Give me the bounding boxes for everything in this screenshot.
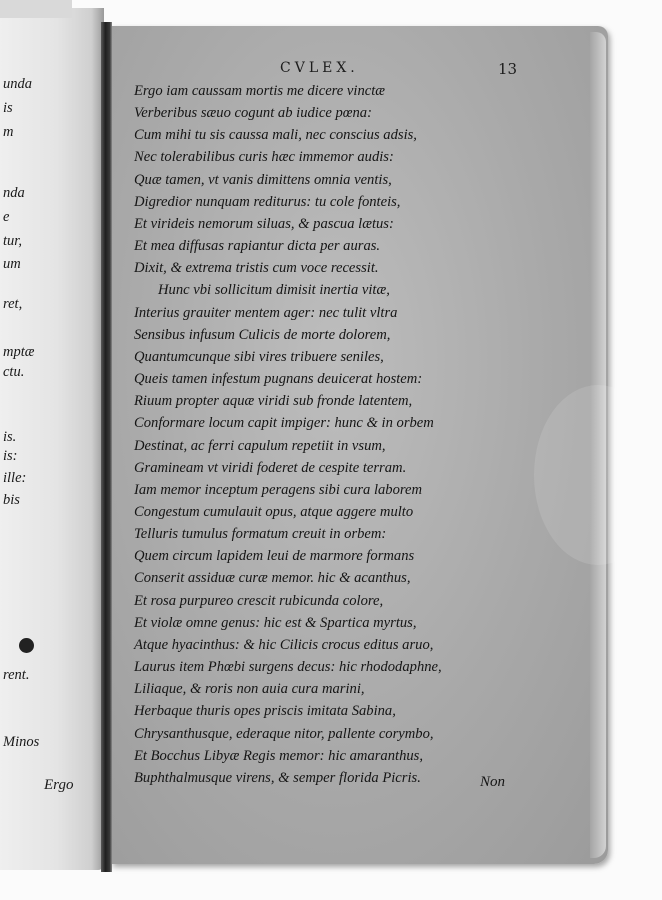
verse-line: Dixit, & extrema tristis cum voce recessit. [134, 260, 379, 277]
verse-line: Cum mihi tu sis caussa mali, nec conscius adsis, [134, 127, 417, 144]
left-fragment: is: [3, 448, 18, 464]
verse-line: Quæ tamen, vt vanis dimittens omnia ventis, [134, 171, 392, 188]
verse-line: Buphthalmusque virens, & semper florida Picris. [134, 769, 421, 786]
verse-line: Conformare locum capit impiger: hunc & in orbem [134, 415, 434, 432]
verse-line: Et violæ omne genus: hic est & Spartica myrtus, [134, 614, 417, 631]
verse-line: Et virideis nemorum siluas, & pascua lætus: [134, 215, 394, 232]
verse-line: Queis tamen infestum pugnans deuicerat hostem: [134, 371, 423, 388]
verse-line: Verberibus sæuo cogunt ab iudice pœna: [134, 105, 372, 122]
right-catchword: Non [480, 774, 506, 790]
left-page-text [0, 0, 104, 900]
verse-line: Quantumcunque sibi vires tribuere seniles, [134, 348, 384, 365]
left-fragment: nda [3, 185, 25, 201]
left-fragment: tur, [3, 233, 22, 249]
verse-line: Laurus item Phœbi surgens decus: hic rhododaphne, [134, 659, 442, 676]
verse-line: Nec tolerabilibus curis hæc immemor audis: [134, 149, 394, 166]
verse-text [134, 80, 594, 789]
verse-line: Herbaque thuris opes priscis imitata Sabina, [134, 703, 396, 720]
verse-line: Sensibus infusum Culicis de morte dolorem, [134, 326, 391, 343]
left-fragment: bis [3, 492, 20, 508]
verse-line: Atque hyacinthus: & hic Cilicis crocus editus aruo, [134, 636, 434, 653]
verse-line: Hunc vbi sollicitum dimisit inertia vitæ, [158, 282, 390, 299]
verse-line: Et mea diffusas rapiantur dicta per auras. [134, 238, 381, 255]
left-fragment: mptæ [3, 344, 35, 360]
left-fragment: is. [3, 429, 17, 445]
verse-line: Destinat, ac ferri capulum repetiit in vsum, [134, 437, 386, 454]
left-fragment: um [3, 256, 21, 272]
left-fragment: ille: [3, 470, 27, 486]
left-fragment: ctu. [3, 364, 25, 380]
verse-line: Et rosa purpureo crescit rubicunda colore, [134, 592, 384, 609]
running-title: CVLEX. [280, 60, 359, 76]
verse-line: Conserit assiduæ curæ memor. hic & acanthus, [134, 570, 411, 587]
verse-line: Quem circum lapidem leui de marmore formans [134, 548, 415, 565]
left-fragment: Minos [3, 734, 40, 750]
left-fragment: m [3, 124, 14, 140]
verse-line: Chrysanthusque, ederaque nitor, pallente corymbo, [134, 725, 434, 742]
verse-line: Iam memor inceptum peragens sibi cura laborem [134, 481, 423, 498]
verse-line: Liliaque, & roris non auia cura marini, [134, 681, 365, 698]
verse-line: Et Bocchus Libyæ Regis memor: hic amaranthus, [134, 747, 424, 764]
verse-line: Telluris tumulus formatum creuit in orbem: [134, 526, 387, 543]
left-fragment: rent. [3, 667, 30, 683]
left-fragment: ret, [3, 296, 23, 312]
page-number: 13 [498, 60, 518, 78]
verse-line: Congestum cumulauit opus, atque aggere multo [134, 503, 414, 520]
verse-line: Digredior nunquam rediturus: tu cole fonteis, [134, 193, 401, 210]
left-fragment: unda [3, 76, 32, 92]
verse-line: Interius grauiter mentem ager: nec tulit vltra [134, 304, 398, 321]
left-fragment: is [3, 100, 13, 116]
verse-line: Ergo iam caussam mortis me dicere vinctæ [134, 83, 386, 99]
left-catchword: Ergo [44, 777, 74, 793]
left-fragment: e [3, 209, 10, 225]
verse-line: Riuum propter aquæ viridi sub fronde latentem, [134, 393, 413, 410]
verse-line: Gramineam vt viridi foderet de cespite terram. [134, 459, 407, 476]
